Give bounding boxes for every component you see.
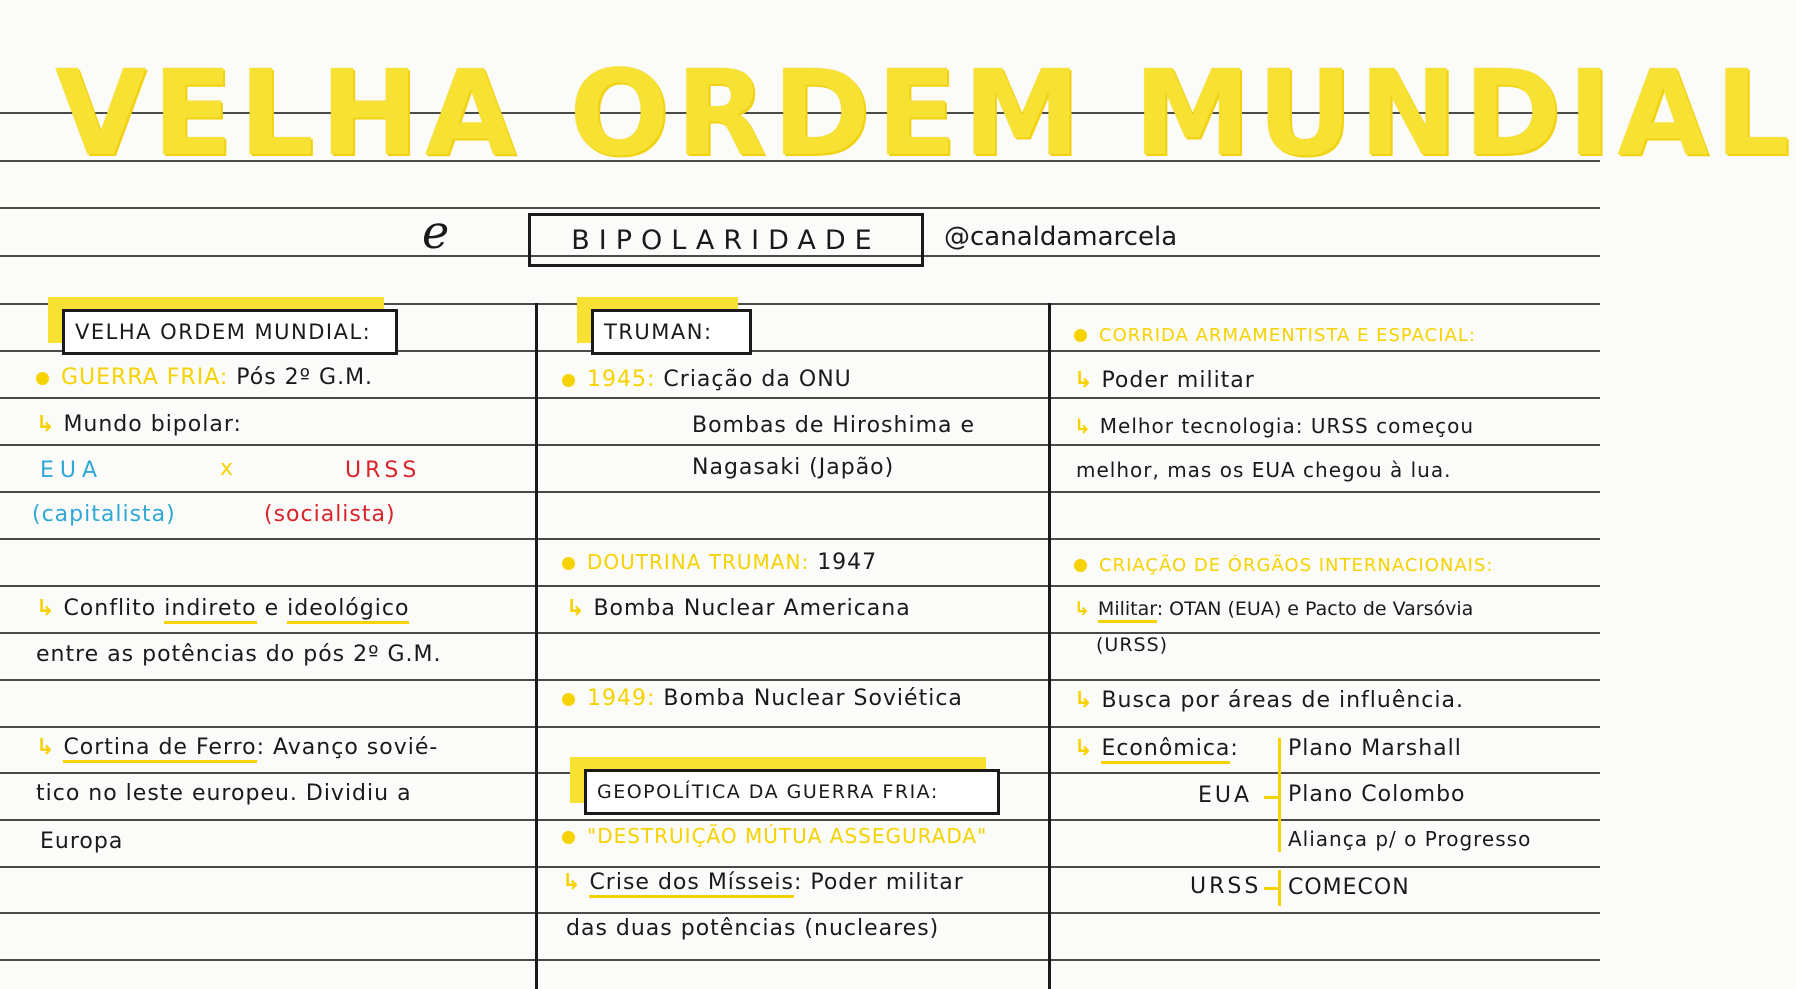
- ruled-line: [0, 207, 1600, 209]
- connector-text: e: [422, 205, 450, 259]
- indireto-text: indireto: [164, 596, 256, 624]
- economica-colon: :: [1230, 736, 1239, 761]
- urss-econ-label: URSS: [1190, 874, 1262, 899]
- militar-label: Militar: [1098, 598, 1157, 623]
- cortina-line-3: Europa: [40, 829, 124, 854]
- arrow-icon: ↳: [36, 412, 56, 437]
- mundo-bipolar-text: Mundo bipolar:: [63, 412, 242, 437]
- eua-bracket: [1278, 738, 1281, 852]
- arrow-icon: ↳: [1074, 598, 1090, 620]
- militar-line-2: (URSS): [1096, 634, 1169, 656]
- arrow-icon: ↳: [562, 870, 582, 895]
- y1945-label: 1945:: [587, 367, 656, 392]
- ruled-line: [0, 491, 1600, 493]
- ruled-line: [0, 444, 1600, 446]
- corrida-label: CORRIDA ARMAMENTISTA E ESPACIAL:: [1099, 325, 1476, 346]
- crise-label: Crise dos Mísseis: [589, 870, 794, 898]
- guerra-fria-text: Pós 2º G.M.: [236, 365, 374, 390]
- cortina-line: [36, 735, 438, 760]
- arrow-icon: ↳: [36, 596, 56, 621]
- busca-text: Busca por áreas de influência.: [1101, 688, 1464, 713]
- economica-label: Econômica: [1101, 736, 1230, 764]
- column-divider: [1048, 303, 1051, 989]
- tecnologia-line-2: melhor, mas os EUA chegou à lua.: [1076, 458, 1452, 482]
- conflito-mid-text: e: [256, 596, 288, 621]
- y1949-label: 1949:: [587, 686, 656, 711]
- mundo-bipolar-line: [36, 412, 242, 437]
- cortina-text: : Avanço sovié-: [256, 735, 439, 760]
- tecnologia-text: Melhor tecnologia: URSS começou: [1099, 414, 1475, 438]
- plano-marshall-text: Plano Marshall: [1288, 736, 1462, 761]
- socialista-label: (socialista): [264, 502, 396, 527]
- urss-bracket-tick: [1264, 887, 1278, 890]
- bullet-icon: [562, 557, 575, 570]
- bomba-americana-text: Bomba Nuclear Americana: [593, 596, 911, 621]
- ruled-line: [0, 303, 1600, 305]
- arrow-icon: ↳: [1074, 368, 1094, 393]
- ruled-line: [0, 959, 1600, 961]
- comecon-text: COMECON: [1288, 875, 1410, 900]
- bullet-icon: [1074, 329, 1087, 342]
- crise-text: : Poder militar: [793, 870, 964, 895]
- versus-label: x: [220, 456, 235, 481]
- subtitle-banner: [528, 213, 924, 267]
- plano-colombo-text: Plano Colombo: [1288, 782, 1466, 807]
- ruled-line: [0, 632, 1600, 634]
- arrow-icon: ↳: [36, 735, 56, 760]
- cortina-label: Cortina de Ferro: [63, 735, 256, 763]
- crise-line-2: das duas potências (nucleares): [566, 916, 940, 941]
- conflito-line: [36, 596, 409, 621]
- y1945-line: [562, 367, 852, 392]
- subtitle-text: BIPOLARIDADE: [571, 224, 881, 256]
- guerra-fria-label: GUERRA FRIA:: [61, 365, 229, 390]
- col1-heading-text: VELHA ORDEM MUNDIAL:: [75, 320, 372, 344]
- poder-text: Poder militar: [1101, 368, 1255, 393]
- criacao-label: CRIAÇÃO DE ÓRGÃOS INTERNACIONAIS:: [1099, 555, 1494, 576]
- bombas-line: Bombas de Hiroshima e: [692, 413, 976, 438]
- doutrina-line: [562, 550, 877, 575]
- ruled-line: [0, 819, 1600, 821]
- bullet-icon: [562, 374, 575, 387]
- cortina-line-2: tico no leste europeu. Dividiu a: [36, 781, 412, 806]
- bomba-americana-line: [566, 596, 911, 621]
- bullet-icon: [1074, 559, 1087, 572]
- conflito-text: Conflito: [63, 596, 165, 621]
- author-handle: @canaldamarcela: [944, 222, 1178, 252]
- ideologico-text: ideológico: [287, 596, 409, 624]
- eua-econ-label: EUA: [1198, 783, 1253, 808]
- col2-heading: [591, 309, 752, 355]
- y1949-line: [562, 686, 963, 711]
- onu-text: Criação da ONU: [663, 367, 852, 392]
- col2-heading-text: TRUMAN:: [604, 320, 713, 344]
- eua-label: EUA: [40, 458, 104, 483]
- doutrina-year: 1947: [817, 550, 878, 575]
- ruled-line: [0, 866, 1600, 868]
- bomba-sovietica-text: Bomba Nuclear Soviética: [663, 686, 963, 711]
- ruled-line: [0, 679, 1600, 681]
- urss-label: URSS: [345, 458, 421, 483]
- conflito-line-2: entre as potências do pós 2º G.M.: [36, 642, 442, 667]
- arrow-icon: ↳: [566, 596, 586, 621]
- column-divider: [535, 303, 538, 989]
- bombas-line-2: Nagasaki (Japão): [692, 455, 895, 480]
- criacao-line: [1074, 552, 1493, 577]
- col1-heading: [62, 309, 398, 355]
- militar-text: : OTAN (EUA) e Pacto de Varsóvia: [1156, 598, 1474, 620]
- ruled-line: [0, 726, 1600, 728]
- corrida-line: [1074, 322, 1476, 347]
- bullet-icon: [562, 831, 575, 844]
- urss-bracket: [1278, 870, 1281, 906]
- alianca-text: Aliança p/ o Progresso: [1288, 827, 1532, 851]
- destruicao-text: "DESTRUIÇÃO MÚTUA ASSEGURADA": [587, 824, 988, 848]
- guerra-fria-line: [36, 365, 373, 390]
- eua-bracket-tick: [1264, 796, 1278, 799]
- page-title: VELHA ORDEM MUNDIAL: [55, 44, 1796, 182]
- doutrina-label: DOUTRINA TRUMAN:: [587, 550, 810, 574]
- arrow-icon: ↳: [1074, 688, 1094, 713]
- crise-line: [562, 870, 964, 895]
- bullet-icon: [562, 693, 575, 706]
- economica-line: [1074, 736, 1239, 761]
- capitalista-label: (capitalista): [32, 502, 176, 527]
- poder-line: [1074, 368, 1255, 393]
- destruicao-line: [562, 824, 987, 849]
- tecnologia-line: [1074, 414, 1474, 438]
- busca-line: [1074, 688, 1464, 713]
- ruled-line: [0, 538, 1600, 540]
- militar-line: [1074, 598, 1473, 620]
- bullet-icon: [36, 372, 49, 385]
- ruled-line: [0, 585, 1600, 587]
- ruled-line: [0, 912, 1600, 914]
- geo-heading-text: GEOPOLÍTICA DA GUERRA FRIA:: [597, 781, 939, 803]
- geo-heading: [584, 769, 1000, 815]
- arrow-icon: ↳: [1074, 736, 1094, 761]
- ruled-line: [0, 397, 1600, 399]
- arrow-icon: ↳: [1074, 414, 1092, 438]
